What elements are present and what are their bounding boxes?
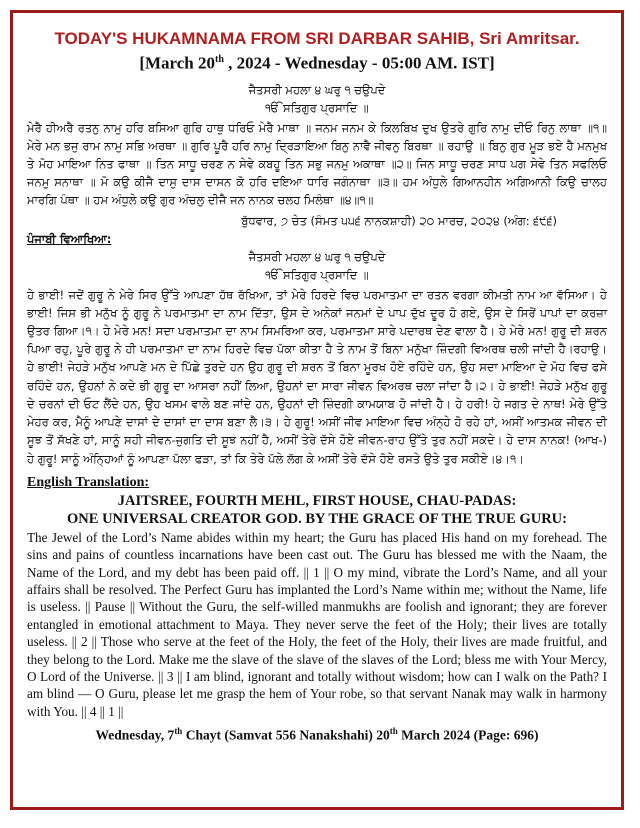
- punjabi-heading-2: ੴ ਸਤਿਗੁਰ ਪ੍ਰਸਾਦਿ ॥: [265, 267, 369, 282]
- footer-part-b: Chayt (Samvat 556 Nanakshahi) 20: [182, 727, 390, 743]
- english-footer: [27, 722, 607, 745]
- footer-part-a: Wednesday, 7: [95, 727, 175, 743]
- english-heading-1: JAITSREE, FOURTH MEHL, FIRST HOUSE, CHAU-PADAS:: [117, 492, 517, 509]
- gurbani-heading-2: ੴ ਸਤਿਗੁਰ ਪ੍ਰਸਾਦਿ ॥: [265, 100, 369, 115]
- gurbani-dateline: ਬੁੱਧਵਾਰ, ੭ ਚੇਤ (ਸੰਮਤ ੫੫੬ ਨਾਨਕਸ਼ਾਹੀ) ੨੦ ਮਾਰਚ, ੨੦੨੪ (ਅੰਗ: ੬੯੬): [241, 213, 557, 228]
- footer-part-c: March 2024 (Page: 696): [397, 727, 539, 743]
- english-section-label: English Translation:: [27, 474, 150, 490]
- page-date: [27, 49, 607, 75]
- page-title: TODAY'S HUKAMNAMA FROM SRI DARBAR SAHIB, Sri Amritsar.: [54, 29, 580, 48]
- date-sup: th: [215, 54, 224, 65]
- date-open: [March 20: [139, 53, 216, 73]
- footer-sup-2: th: [389, 726, 398, 737]
- english-text: The Jewel of the Lord’s Name abides within my heart; the Guru has placed His hand on my forehead. The sins and pains of countless incarnations have been cast out. The Guru has blessed me with the Naam, the Name of the Lord, and my debt has been paid off. || 1 || O my mind, vibrate the Lord’s Name, and all your affairs shall be resolved. The Perfect Guru has implanted the Lord’s Name within me; without the Name, life is useless. || Pause || Without the Guru, the self-willed manmukhs are foolish and ignorant; they are forever entangled in emotional attachment to Maya. They never serve the feet of the Holy; their lives are totally useless. || 2 || Those who serve at the feet of the Holy, the feet of the Holy, their lives are made fruitful, and they belong to the Lord. Make me the slave of the slave of the slaves of the Lord; bless me with Your Mercy, O Lord of the Universe. || 3 || I am blind, ignorant and totally without wisdom; how can I walk on the Path? I am blind — O Guru, please let me grasp the hem of Your robe, so that servant Nanak may walk in harmony with You. || 4 || 1 ||: [27, 529, 607, 719]
- gurbani-text: ਮੇਰੈ ਹੀਅਰੈ ਰਤਨੁ ਨਾਮੁ ਹਰਿ ਬਸਿਆ ਗੁਰਿ ਹਾਥੁ ਧਰਿਓ ਮੇਰੈ ਮਾਥਾ ॥ ਜਨਮ ਜਨਮ ਕੇ ਕਿਲਬਿਖ ਦੁਖ ਉਤਰੇ ਗੁਰਿ ਨਾਮੁ ਦੀਓ ਰਿਨੁ ਲਾਥਾ ॥੧॥ ਮੇਰੇ ਮਨ ਭਜੁ ਰਾਮ ਨਾਮੁ ਸਭਿ ਅਰਥਾ ॥ ਗੁਰਿ ਪੂਰੈ ਹਰਿ ਨਾਮੁ ਦ੍ਰਿੜਾਇਆ ਬਿਨੁ ਨਾਵੈ ਜੀਵਨੁ ਬਿਰਥਾ ॥ ਰਹਾਉ ॥ ਬਿਨੁ ਗੁਰ ਮੂੜ ਭਏ ਹੈ ਮਨਮੁਖ ਤੇ ਮੋਹ ਮਾਇਆ ਨਿਤ ਫਾਥਾ ॥ ਤਿਨ ਸਾਧੂ ਚਰਣ ਨ ਸੇਵੇ ਕਬਹੂ ਤਿਨ ਸਭੁ ਜਨਮੁ ਅਕਾਥਾ ॥੨॥ ਜਿਨ ਸਾਧੂ ਚਰਣ ਸਾਧ ਪਗ ਸੇਵੇ ਤਿਨ ਸਫਲਿਓ ਜਨਮੁ ਸਨਾਥਾ ॥ ਮੋ ਕਉ ਕੀਜੈ ਦਾਸੁ ਦਾਸ ਦਾਸਨ ਕੋ ਹਰਿ ਦਇਆ ਧਾਰਿ ਜਗੰਨਾਥਾ ॥੩॥ ਹਮ ਅੰਧੁਲੇ ਗਿਆਨਹੀਨ ਅਗਿਆਨੀ ਕਿਉ ਚਾਲਹ ਮਾਰਗਿ ਪੰਥਾ ॥ ਹਮ ਅੰਧੁਲੇ ਕਉ ਗੁਰ ਅੰਚਲੁ ਦੀਜੈ ਜਨ ਨਾਨਕ ਚਲਹ ਮਿਲੰਥਾ ॥੪॥੧॥: [27, 120, 607, 208]
- footer-sup-1: th: [174, 726, 183, 737]
- english-heading-2: ONE UNIVERSAL CREATOR GOD. BY THE GRACE OF THE TRUE GURU:: [67, 510, 567, 527]
- gurbani-heading-1: ਜੈਤਸਰੀ ਮਹਲਾ ੪ ਘਰੁ ੧ ਚਉਪਦੇ: [248, 82, 386, 97]
- date-rest: , 2024 - Wednesday - 05:00 AM. IST]: [223, 53, 495, 73]
- hukamnama-frame: [10, 10, 624, 810]
- punjabi-section-label: ਪੰਜਾਬੀ ਵਿਆਖਿਆ:: [27, 231, 112, 246]
- punjabi-heading-1: ਜੈਤਸਰੀ ਮਹਲਾ ੪ ਘਰੁ ੧ ਚਉਪਦੇ: [248, 249, 386, 264]
- punjabi-text: ਹੇ ਭਾਈ! ਜਦੋਂ ਗੁਰੂ ਨੇ ਮੇਰੇ ਸਿਰ ਉੱਤੇ ਆਪਣਾ ਹੱਥ ਰੱਖਿਆ, ਤਾਂ ਮੇਰੇ ਹਿਰਦੇ ਵਿਚ ਪਰਮਾਤਮਾ ਦਾ ਰਤਨ ਵਰਗਾ ਕੀਮਤੀ ਨਾਮ ਆ ਵੱਸਿਆ। ਹੇ ਭਾਈ! ਜਿਸ ਭੀ ਮਨੁੱਖ ਨੂੰ ਗੁਰੂ ਨੇ ਪਰਮਾਤਮਾ ਦਾ ਨਾਮ ਦਿੱਤਾ, ਉਸ ਦੇ ਅਨੇਕਾਂ ਜਨਮਾਂ ਦੇ ਪਾਪ ਦੁੱਖ ਦੂਰ ਹੋ ਗਏ, ਉਸ ਦੇ ਸਿਰੋਂ ਪਾਪਾਂ ਦਾ ਕਰਜ਼ਾ ਉਤਰ ਗਿਆ।੧। ਹੇ ਮੇਰੇ ਮਨ! ਸਦਾ ਪਰਮਾਤਮਾ ਦਾ ਨਾਮ ਸਿਮਰਿਆ ਕਰ, ਪਰਮਾਤਮਾ ਸਾਰੇ ਪਦਾਰਥ ਦੇਣ ਵਾਲਾ ਹੈ। ਹੇ ਮੇਰੇ ਮਨ! ਗੁਰੂ ਦੀ ਸ਼ਰਨ ਪਿਆ ਰਹੁ, ਪੂਰੇ ਗੁਰੂ ਨੇ ਹੀ ਪਰਮਾਤਮਾ ਦਾ ਨਾਮ ਹਿਰਦੇ ਵਿਚ ਪੱਕਾ ਕੀਤਾ ਹੈ ਤੇ ਨਾਮ ਤੋਂ ਬਿਨਾ ਮਨੁੱਖਾ ਜ਼ਿੰਦਗੀ ਵਿਅਰਥ ਚਲੀ ਜਾਂਦੀ ਹੈ।ਰਹਾਉ। ਹੇ ਭਾਈ! ਜੇਹੜੇ ਮਨੁੱਖ ਆਪਣੇ ਮਨ ਦੇ ਪਿੱਛੇ ਤੁਰਦੇ ਹਨ ਉਹ ਗੁਰੂ ਦੀ ਸ਼ਰਨ ਤੋਂ ਬਿਨਾ ਮੂਰਖ ਹੋਏ ਰਹਿੰਦੇ ਹਨ, ਉਹ ਸਦਾ ਮਾਇਆ ਦੇ ਮੋਹ ਵਿਚ ਫਸੇ ਰਹਿੰਦੇ ਹਨ, ਉਹਨਾਂ ਨੇ ਕਦੇ ਭੀ ਗੁਰੂ ਦਾ ਆਸਰਾ ਨਹੀਂ ਲਿਆ, ਉਹਨਾਂ ਦਾ ਸਾਰਾ ਜੀਵਨ ਵਿਅਰਥ ਚਲਾ ਜਾਂਦਾ ਹੈ।੨। ਹੇ ਭਾਈ! ਜੇਹੜੇ ਮਨੁੱਖ ਗੁਰੂ ਦੇ ਚਰਨਾਂ ਦੀ ਓਟ ਲੈਂਦੇ ਹਨ, ਉਹ ਖਸਮ ਵਾਲੇ ਬਣ ਜਾਂਦੇ ਹਨ, ਉਹਨਾਂ ਦੀ ਜ਼ਿੰਦਗੀ ਕਾਮਯਾਬ ਹੋ ਜਾਂਦੀ ਹੈ। ਹੇ ਹਰੀ! ਹੇ ਜਗਤ ਦੇ ਨਾਥ! ਮੇਰੇ ਉੱਤੇ ਮੇਹਰ ਕਰ, ਮੈਨੂੰ ਆਪਣੇ ਦਾਸਾਂ ਦੇ ਦਾਸਾਂ ਦਾ ਦਾਸ ਬਣਾ ਲੈ।੩। ਹੇ ਗੁਰੂ! ਅਸੀਂ ਜੀਵ ਮਾਇਆ ਵਿਚ ਅੰਨ੍ਹੇ ਹੋ ਰਹੇ ਹਾਂ, ਅਸੀਂ ਆਤਮਕ ਜੀਵਨ ਦੀ ਸੂਝ ਤੋਂ ਸੱਖਣੇ ਹਾਂ, ਸਾਨੂੰ ਸਹੀ ਜੀਵਨ-ਜੁਗਤਿ ਦੀ ਸੂਝ ਨਹੀਂ ਹੈ, ਅਸੀਂ ਤੇਰੇ ਦੱਸੇ ਹੋਏ ਜੀਵਨ-ਰਾਹ ਉੱਤੇ ਤੁਰ ਨਹੀਂ ਸਕਦੇ। ਹੇ ਦਾਸ ਨਾਨਕ! (ਆਖ-) ਹੇ ਗੁਰੂ! ਸਾਨੂੰ ਅੰਨ੍ਹਿਆਂ ਨੂੰ ਆਪਣਾ ਪੱਲਾ ਫੜਾ, ਤਾਂ ਕਿ ਤੇਰੇ ਪੱਲੇ ਲੱਗ ਕੇ ਅਸੀਂ ਤੇਰੇ ਦੱਸੇ ਹੋਏ ਰਸਤੇ ਉਤੇ ਤੁਰ ਸਕੀਏ।੪।੧।: [27, 287, 607, 466]
